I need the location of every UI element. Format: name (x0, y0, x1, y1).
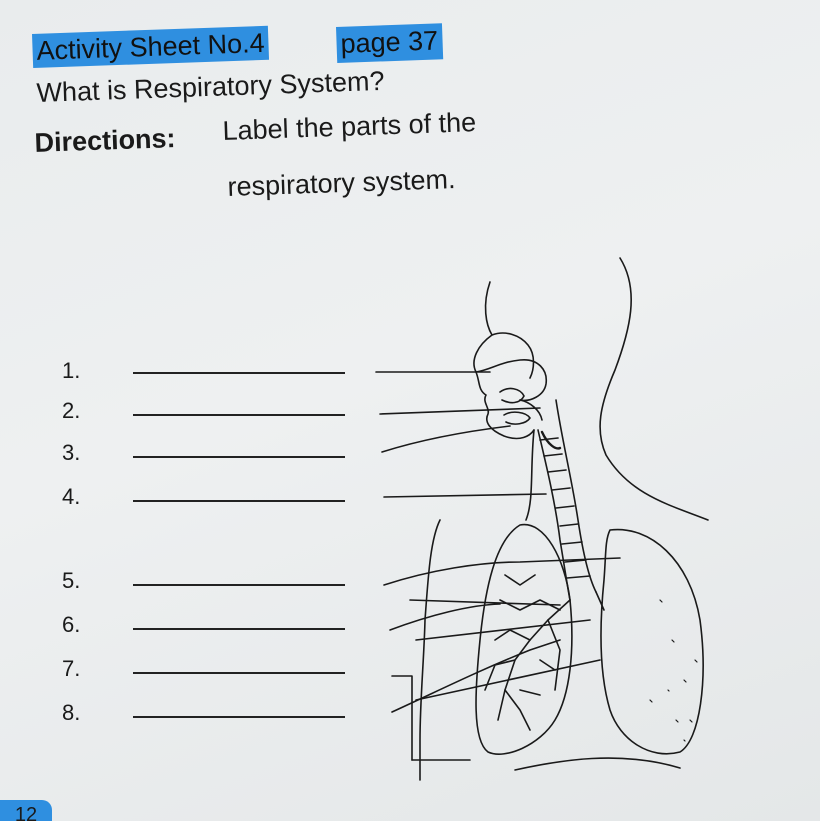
diaphragm (515, 758, 680, 770)
item-number-1: 1. (62, 358, 81, 383)
left-lung (476, 525, 572, 755)
item-number-5: 5. (62, 568, 81, 593)
directions-text-continued: respiratory system. (227, 164, 456, 202)
right-lung (596, 530, 703, 754)
page-number-badge: 12 (0, 800, 52, 821)
question-heading: What is Respiratory System? (36, 65, 385, 108)
activity-sheet-title: Activity Sheet No.4 (32, 26, 269, 68)
item-number-4: 4. (62, 484, 81, 509)
directions-label: Directions: (34, 123, 176, 158)
label-leader-lines (376, 372, 620, 760)
item-number-7: 7. (62, 656, 81, 681)
directions-text: Label the parts of the (222, 107, 477, 146)
nasal-cavity (492, 333, 542, 424)
item-number-8: 8. (62, 700, 81, 725)
item-number-3: 3. (62, 440, 81, 465)
item-number-6: 6. (62, 612, 81, 637)
trachea (538, 400, 596, 600)
item-number-2: 2. (62, 398, 81, 423)
page-number-label: page 37 (336, 23, 443, 63)
